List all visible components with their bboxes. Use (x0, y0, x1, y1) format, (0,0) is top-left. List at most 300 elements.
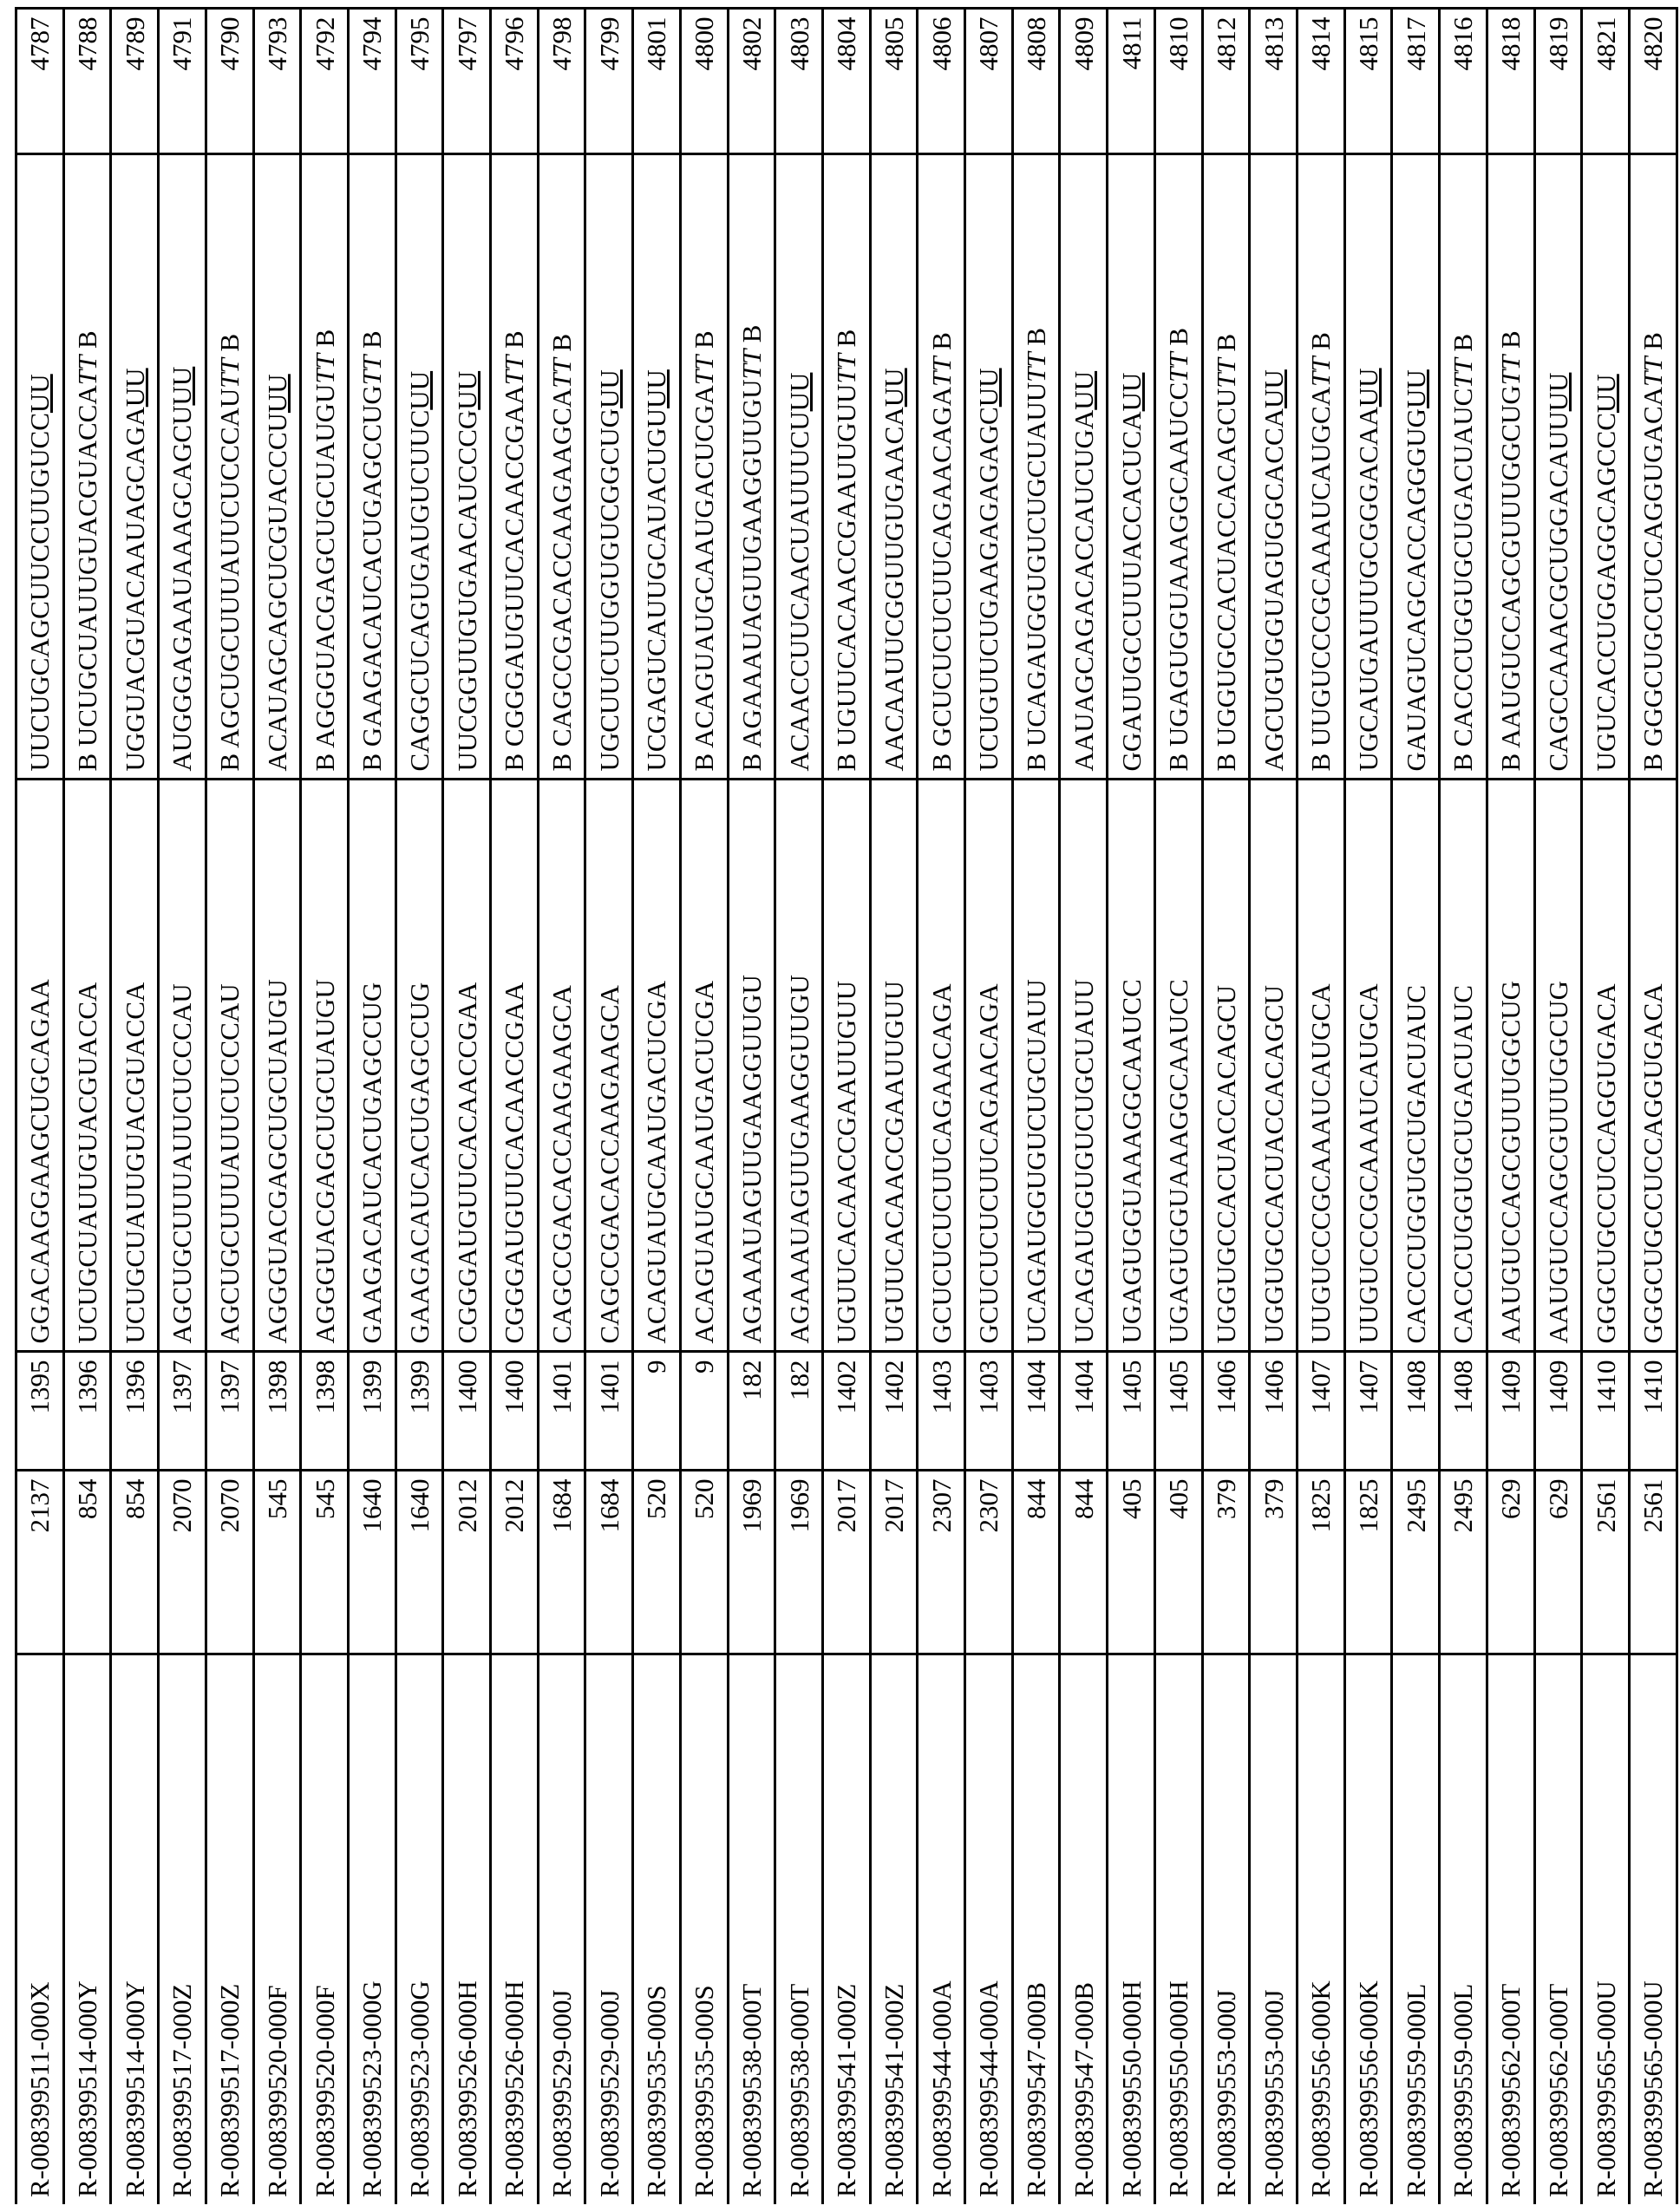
number-cell: 2012 (443, 1471, 491, 1654)
number-cell: 1684 (538, 1471, 585, 1654)
antisense-sequence-cell (1440, 154, 1487, 780)
sequence-overhang: TT (926, 356, 957, 386)
sense-sequence-cell: CACCCUGGUGCUGACUAUC (1392, 780, 1440, 1352)
position-cell: 1409 (1534, 1352, 1582, 1471)
sense-sequence-cell: CAGCCGACACCAAGAAGCA (585, 780, 633, 1352)
position-cell: 1408 (1392, 1352, 1440, 1471)
sequence-main: B UGUUCACAACCGAAUUGUU (831, 384, 861, 772)
antisense-sequence-cell (111, 154, 159, 780)
table-row (159, 9, 206, 2204)
seq-id-cell: 4820 (1629, 9, 1677, 154)
sequence-main: AGCUGUGGUAGUGGCACCA (1258, 408, 1289, 772)
seq-id-cell: 4802 (728, 9, 775, 154)
antisense-sequence-cell (775, 154, 823, 780)
sequence-overhang: UU (1401, 369, 1431, 408)
sense-sequence-cell: AGCUGCUUUAUUCUCCCAU (159, 780, 206, 1352)
sequence-main: AAUAGCAGACACCAUCUGA (1069, 410, 1099, 772)
number-cell: 854 (111, 1471, 159, 1654)
sequence-overhang: UU (784, 373, 814, 412)
position-cell: 1409 (1487, 1352, 1534, 1471)
sequence-overhang: TT (1638, 356, 1668, 386)
sequence-main: B CACCCUGGUGCUGACUAUC (1448, 388, 1478, 772)
sense-sequence-cell: UCUGCUAUUGUACGUACCA (63, 780, 111, 1352)
sense-sequence-cell: UUGUCCCGCAAAUCAUGCA (1344, 780, 1392, 1352)
sequence-main: UGGUACGUACAAUAGCAGA (120, 407, 150, 771)
duplex-id-cell: R-008399511-000X (16, 1654, 64, 2204)
seq-id-cell: 4794 (348, 9, 395, 154)
number-cell: 2307 (965, 1471, 1013, 1654)
sequence-main: B UGAGUGGUAAAGGCAAUCC (1163, 382, 1193, 772)
table-row (491, 9, 539, 2204)
sequence-main: UUCGGUUGUGAACAUCCCG (452, 410, 482, 772)
table-row (253, 9, 301, 2204)
antisense-sequence-cell (1582, 154, 1630, 780)
position-cell: 1406 (1250, 1352, 1298, 1471)
duplex-id-cell: R-008399547-000B (1012, 1654, 1060, 2204)
antisense-sequence-cell (443, 154, 491, 780)
number-cell: 1969 (775, 1471, 823, 1654)
antisense-sequence-cell (870, 154, 918, 780)
table-row (1629, 9, 1677, 2204)
position-cell: 182 (775, 1352, 823, 1471)
antisense-sequence-cell (538, 154, 585, 780)
seq-id-cell: 4818 (1487, 9, 1534, 154)
number-cell: 2561 (1582, 1471, 1630, 1654)
position-cell: 1403 (918, 1352, 965, 1471)
table-row (870, 9, 918, 2204)
seq-id-cell: 4812 (1202, 9, 1250, 154)
seq-id-cell: 4807 (965, 9, 1013, 154)
sequence-overhang: TT (356, 356, 387, 385)
antisense-sequence-cell (1154, 154, 1202, 780)
sequence-end-cap: B (546, 334, 577, 358)
position-cell: 1405 (1154, 1352, 1202, 1471)
seq-id-cell: 4796 (491, 9, 539, 154)
antisense-sequence-cell (491, 154, 539, 780)
sequence-overhang: UU (452, 371, 482, 410)
sequence-main: UGUCACCUGGAGGCAGCCC (1591, 413, 1621, 771)
sense-sequence-cell: AGCUGCUUUAUUCUCCCAU (206, 780, 253, 1352)
sirna-sequence-table (15, 8, 1678, 2205)
antisense-sequence-cell (633, 154, 681, 780)
number-cell: 2561 (1629, 1471, 1677, 1654)
sense-sequence-cell: CGGGAUGUUCACAACCGAA (491, 780, 539, 1352)
duplex-id-cell: R-008399547-000B (1060, 1654, 1108, 2204)
duplex-id-cell: R-008399526-000H (443, 1654, 491, 2204)
duplex-id-cell: R-008399526-000H (491, 1654, 539, 2204)
seq-id-cell: 4793 (253, 9, 301, 154)
sequence-overhang: TT (72, 356, 102, 385)
antisense-sequence-cell (63, 154, 111, 780)
seq-id-cell: 4792 (301, 9, 349, 154)
number-cell: 2307 (918, 1471, 965, 1654)
sequence-main: ACAUAGCAGCUCGUACCCU (262, 413, 292, 771)
sense-sequence-cell: CAGCCGACACCAAGAAGCA (538, 780, 585, 1352)
sequence-main: GAUAGUCAGCACCAGGGUG (1401, 408, 1431, 772)
antisense-sequence-cell (918, 154, 965, 780)
sequence-main: B GAAGACAUCACUGAGCCUG (356, 385, 387, 771)
table-row (1582, 9, 1630, 2204)
antisense-sequence-cell (728, 154, 775, 780)
table-row (1012, 9, 1060, 2204)
position-cell: 1397 (206, 1352, 253, 1471)
number-cell: 2137 (16, 1471, 64, 1654)
duplex-id-cell: R-008399529-000J (538, 1654, 585, 2204)
seq-id-cell: 4806 (918, 9, 965, 154)
sequence-main: B UGGUGCCACUACCACAGCU (1211, 388, 1241, 772)
sense-sequence-cell: GAAGACAUCACUGAGCCUG (395, 780, 443, 1352)
position-cell: 1396 (63, 1352, 111, 1471)
sequence-overhang: UU (641, 369, 671, 408)
sequence-end-cap: B (689, 330, 719, 355)
sense-sequence-cell: GGGCUGCCUCCAGGUGACA (1629, 780, 1677, 1352)
table-row (111, 9, 159, 2204)
table-row (1108, 9, 1155, 2204)
duplex-id-cell: R-008399565-000U (1629, 1654, 1677, 2204)
sequence-main: UGCAUGAUUUGCGGGACAA (1353, 407, 1383, 771)
seq-id-cell: 4817 (1392, 9, 1440, 154)
table-rotated-container (15, 9, 1678, 2204)
sequence-overhang: TT (1163, 352, 1193, 382)
seq-id-cell: 4811 (1108, 9, 1155, 154)
rotated-table-page (15, 9, 1678, 2204)
sequence-overhang: UU (879, 368, 909, 407)
number-cell: 629 (1534, 1471, 1582, 1654)
seq-id-cell: 4810 (1154, 9, 1202, 154)
sense-sequence-cell: UGAGUGGUAAAGGCAAUCC (1108, 780, 1155, 1352)
duplex-id-cell: R-008399538-000T (728, 1654, 775, 2204)
sequence-end-cap: B (1021, 328, 1051, 352)
table-row (443, 9, 491, 2204)
number-cell: 520 (680, 1471, 728, 1654)
sequence-main: CAGGCUCAGUGAUGUCUUC (404, 410, 435, 772)
sequence-end-cap: B (72, 330, 102, 355)
number-cell: 2017 (822, 1471, 870, 1654)
duplex-id-cell: R-008399538-000T (775, 1654, 823, 2204)
table-row (1202, 9, 1250, 2204)
duplex-id-cell: R-008399517-000Z (159, 1654, 206, 2204)
sequence-overhang: TT (1211, 358, 1241, 388)
number-cell: 1640 (395, 1471, 443, 1654)
duplex-id-cell: R-008399523-000G (395, 1654, 443, 2204)
duplex-id-cell: R-008399535-000S (633, 1654, 681, 2204)
seq-id-cell: 4797 (443, 9, 491, 154)
sense-sequence-cell: ACAGUAUGCAAUGACUCGA (633, 780, 681, 1352)
seq-id-cell: 4814 (1297, 9, 1344, 154)
seq-id-cell: 4821 (1582, 9, 1630, 154)
duplex-id-cell: R-008399562-000T (1487, 1654, 1534, 2204)
sequence-main: B ACAGUAUGCAAUGACUCGA (689, 385, 719, 771)
sequence-overhang: UU (1069, 371, 1099, 410)
duplex-id-cell: R-008399529-000J (585, 1654, 633, 2204)
antisense-sequence-cell (1012, 154, 1060, 780)
sequence-overhang: UU (1258, 369, 1289, 408)
sequence-overhang: TT (831, 354, 861, 383)
sequence-overhang: TT (310, 354, 340, 383)
sequence-end-cap: B (831, 330, 861, 354)
sense-sequence-cell: UGUUCACAACCGAAUUGUU (822, 780, 870, 1352)
sequence-overhang: TT (689, 356, 719, 385)
number-cell: 2012 (491, 1471, 539, 1654)
duplex-id-cell: R-008399565-000U (1582, 1654, 1630, 2204)
position-cell: 9 (680, 1352, 728, 1471)
sense-sequence-cell: AGAAAUAGUUGAAGGUUGU (775, 780, 823, 1352)
position-cell: 1398 (301, 1352, 349, 1471)
sense-sequence-cell: AGAAAUAGUUGAAGGUUGU (728, 780, 775, 1352)
sense-sequence-cell: UGGUGCCACUACCACAGCU (1202, 780, 1250, 1352)
table-row (1344, 9, 1392, 2204)
seq-id-cell: 4813 (1250, 9, 1298, 154)
seq-id-cell: 4788 (63, 9, 111, 154)
seq-id-cell: 4791 (159, 9, 206, 154)
sequence-overhang: UU (973, 368, 1003, 407)
table-row (680, 9, 728, 2204)
position-cell: 1406 (1202, 1352, 1250, 1471)
sense-sequence-cell: UCAGAUGGUGUCUGCUAUU (1060, 780, 1108, 1352)
sequence-end-cap: B (310, 330, 340, 354)
number-cell: 520 (633, 1471, 681, 1654)
seq-id-cell: 4815 (1344, 9, 1392, 154)
position-cell: 1408 (1440, 1352, 1487, 1471)
table-row (1440, 9, 1487, 2204)
sequence-main: UGCUUCUUGGUGUCGGCUG (594, 408, 624, 772)
sequence-main: B GGGCUGCCUCCAGGUGACA (1638, 387, 1668, 772)
table-row (633, 9, 681, 2204)
sequence-overhang: TT (546, 358, 577, 388)
sequence-overhang: UU (404, 371, 435, 410)
sense-sequence-cell: UGAGUGGUAAAGGCAAUCC (1154, 780, 1202, 1352)
number-cell: 629 (1487, 1471, 1534, 1654)
number-cell: 1825 (1344, 1471, 1392, 1654)
sequence-main: B UUGUCCCGCAAAUCAUGCA (1305, 387, 1336, 772)
antisense-sequence-cell (159, 154, 206, 780)
sense-sequence-cell: AAUGUCCAGCGUUUGGCUG (1534, 780, 1582, 1352)
seq-id-cell: 4816 (1440, 9, 1487, 154)
duplex-id-cell: R-008399535-000S (680, 1654, 728, 2204)
sequence-main: B AGAAAUAGUUGAAGGUUGU (736, 379, 767, 771)
table-row (1297, 9, 1344, 2204)
sequence-overhang: UU (1591, 374, 1621, 413)
sequence-overhang: UU (594, 369, 624, 408)
sense-sequence-cell: UGUUCACAACCGAAUUGUU (870, 780, 918, 1352)
seq-id-cell: 4789 (111, 9, 159, 154)
sequence-end-cap: B (1305, 332, 1336, 356)
antisense-sequence-cell (1108, 154, 1155, 780)
position-cell: 1401 (585, 1352, 633, 1471)
sequence-main: AACAAUUCGGUUGUGAACA (879, 407, 909, 771)
position-cell: 1400 (491, 1352, 539, 1471)
table-row (538, 9, 585, 2204)
table-row (1250, 9, 1298, 2204)
table-row (395, 9, 443, 2204)
antisense-sequence-cell (1629, 154, 1677, 780)
antisense-sequence-cell (1487, 154, 1534, 780)
position-cell: 1396 (111, 1352, 159, 1471)
number-cell: 1969 (728, 1471, 775, 1654)
position-cell: 1400 (443, 1352, 491, 1471)
sense-sequence-cell: GAAGACAUCACUGAGCCUG (348, 780, 395, 1352)
position-cell: 1402 (822, 1352, 870, 1471)
sequence-overhang: TT (499, 356, 529, 385)
number-cell: 1684 (585, 1471, 633, 1654)
number-cell: 854 (63, 1471, 111, 1654)
sense-sequence-cell: ACAGUAUGCAAUGACUCGA (680, 780, 728, 1352)
sequence-overhang: TT (1448, 358, 1478, 388)
sequence-end-cap: B (356, 330, 387, 355)
position-cell: 1410 (1629, 1352, 1677, 1471)
sense-sequence-cell: AAUGUCCAGCGUUUGGCUG (1487, 780, 1534, 1352)
sense-sequence-cell: AGGGUACGAGCUGCUAUGU (253, 780, 301, 1352)
sequence-overhang: UU (1353, 368, 1383, 407)
number-cell: 379 (1250, 1471, 1298, 1654)
position-cell: 1410 (1582, 1352, 1630, 1471)
sequence-overhang: TT (1021, 352, 1051, 382)
duplex-id-cell: R-008399559-000L (1392, 1654, 1440, 2204)
antisense-sequence-cell (253, 154, 301, 780)
table-row (16, 9, 64, 2204)
sequence-end-cap: B (1163, 328, 1193, 352)
number-cell: 1825 (1297, 1471, 1344, 1654)
table-row (965, 9, 1013, 2204)
duplex-id-cell: R-008399541-000Z (870, 1654, 918, 2204)
table-body (16, 9, 1677, 2204)
number-cell: 2070 (206, 1471, 253, 1654)
duplex-id-cell: R-008399556-000K (1344, 1654, 1392, 2204)
table-row (1154, 9, 1202, 2204)
duplex-id-cell: R-008399544-000A (965, 1654, 1013, 2204)
duplex-id-cell: R-008399556-000K (1297, 1654, 1344, 2204)
position-cell: 1399 (348, 1352, 395, 1471)
duplex-id-cell: R-008399520-000F (253, 1654, 301, 2204)
duplex-id-cell: R-008399550-000H (1108, 1654, 1155, 2204)
sequence-main: UCUGUUCUGAAGAGAGAGC (973, 407, 1003, 771)
antisense-sequence-cell (680, 154, 728, 780)
seq-id-cell: 4795 (395, 9, 443, 154)
number-cell: 379 (1202, 1471, 1250, 1654)
duplex-id-cell: R-008399553-000J (1250, 1654, 1298, 2204)
number-cell: 405 (1108, 1471, 1155, 1654)
sequence-end-cap: B (1448, 334, 1478, 358)
duplex-id-cell: R-008399541-000Z (822, 1654, 870, 2204)
sense-sequence-cell: AGGGUACGAGCUGCUAUGU (301, 780, 349, 1352)
position-cell: 1404 (1060, 1352, 1108, 1471)
sense-sequence-cell: UCUGCUAUUGUACGUACCA (111, 780, 159, 1352)
antisense-sequence-cell (348, 154, 395, 780)
sequence-end-cap: B (214, 334, 245, 358)
antisense-sequence-cell (1250, 154, 1298, 780)
sequence-main: B AGCUGCUUUAUUCUCCCAU (214, 388, 245, 772)
table-row (1060, 9, 1108, 2204)
duplex-id-cell: R-008399550-000H (1154, 1654, 1202, 2204)
sequence-overhang: TT (214, 358, 245, 388)
sequence-end-cap: B (1638, 332, 1668, 356)
sequence-overhang: UU (120, 368, 150, 407)
table-row (918, 9, 965, 2204)
number-cell: 844 (1012, 1471, 1060, 1654)
sense-sequence-cell: UGGUGCCACUACCACAGCU (1250, 780, 1298, 1352)
antisense-sequence-cell (16, 154, 64, 780)
sequence-main: B AGGGUACGAGCUGCUAUGU (310, 384, 340, 772)
position-cell: 1407 (1344, 1352, 1392, 1471)
seq-id-cell: 4798 (538, 9, 585, 154)
sequence-overhang: UU (1116, 373, 1147, 412)
sequence-overhang: UU (262, 374, 292, 413)
position-cell: 1397 (159, 1352, 206, 1471)
antisense-sequence-cell (206, 154, 253, 780)
position-cell: 1398 (253, 1352, 301, 1471)
sequence-overhang: TT (736, 349, 767, 379)
table-row (1534, 9, 1582, 2204)
duplex-id-cell: R-008399544-000A (918, 1654, 965, 2204)
duplex-id-cell: R-008399523-000G (348, 1654, 395, 2204)
sequence-main: UCGAGUCAUUGCAUACUGU (641, 408, 671, 772)
antisense-sequence-cell (585, 154, 633, 780)
number-cell: 2070 (159, 1471, 206, 1654)
number-cell: 2495 (1392, 1471, 1440, 1654)
antisense-sequence-cell (822, 154, 870, 780)
sequence-end-cap: B (1211, 334, 1241, 358)
seq-id-cell: 4808 (1012, 9, 1060, 154)
sequence-main: B GCUCUCUCUUCAGAACAGA (926, 387, 957, 772)
table-row (301, 9, 349, 2204)
antisense-sequence-cell (301, 154, 349, 780)
sequence-main: ACAACCUUCAACUAUUUCU (784, 411, 814, 771)
antisense-sequence-cell (1344, 154, 1392, 780)
position-cell: 1395 (16, 1352, 64, 1471)
sequence-overhang: TT (1305, 356, 1336, 386)
sequence-main: B UCUGCUAUUGUACGUACCA (72, 385, 102, 771)
seq-id-cell: 4805 (870, 9, 918, 154)
seq-id-cell: 4790 (206, 9, 253, 154)
duplex-id-cell: R-008399520-000F (301, 1654, 349, 2204)
sequence-main: CAGCCAAACGCUGGACAUU (1543, 411, 1573, 771)
sense-sequence-cell: CGGGAUGUUCACAACCGAA (443, 780, 491, 1352)
number-cell: 545 (301, 1471, 349, 1654)
sequence-end-cap: B (1495, 330, 1526, 355)
table-row (63, 9, 111, 2204)
antisense-sequence-cell (1392, 154, 1440, 780)
seq-id-cell: 4804 (822, 9, 870, 154)
duplex-id-cell: R-008399517-000Z (206, 1654, 253, 2204)
duplex-id-cell: R-008399514-000Y (63, 1654, 111, 2204)
position-cell: 182 (728, 1352, 775, 1471)
duplex-id-cell: R-008399553-000J (1202, 1654, 1250, 2204)
sense-sequence-cell: CACCCUGGUGCUGACUAUC (1440, 780, 1487, 1352)
sense-sequence-cell: GCUCUCUCUUCAGAACAGA (918, 780, 965, 1352)
position-cell: 1399 (395, 1352, 443, 1471)
antisense-sequence-cell (1060, 154, 1108, 780)
sequence-main: B CGGGAUGUUCACAACCGAA (499, 385, 529, 771)
antisense-sequence-cell (395, 154, 443, 780)
sense-sequence-cell: GGGCUGCCUCCAGGUGACA (1582, 780, 1630, 1352)
table-row (1487, 9, 1534, 2204)
sequence-end-cap: B (499, 330, 529, 355)
table-row (206, 9, 253, 2204)
position-cell: 9 (633, 1352, 681, 1471)
sequence-overhang: UU (24, 374, 55, 413)
sequence-end-cap: B (926, 332, 957, 356)
sequence-main: B CAGCCGACACCAAGAAGCA (546, 388, 577, 772)
sense-sequence-cell: UCAGAUGGUGUCUGCUAUU (1012, 780, 1060, 1352)
number-cell: 2495 (1440, 1471, 1487, 1654)
sequence-overhang: UU (167, 367, 197, 406)
seq-id-cell: 4803 (775, 9, 823, 154)
sequence-main: B AAUGUCCAGCGUUUGGCUG (1495, 385, 1526, 771)
seq-id-cell: 4799 (585, 9, 633, 154)
position-cell: 1404 (1012, 1352, 1060, 1471)
seq-id-cell: 4800 (680, 9, 728, 154)
position-cell: 1403 (965, 1352, 1013, 1471)
